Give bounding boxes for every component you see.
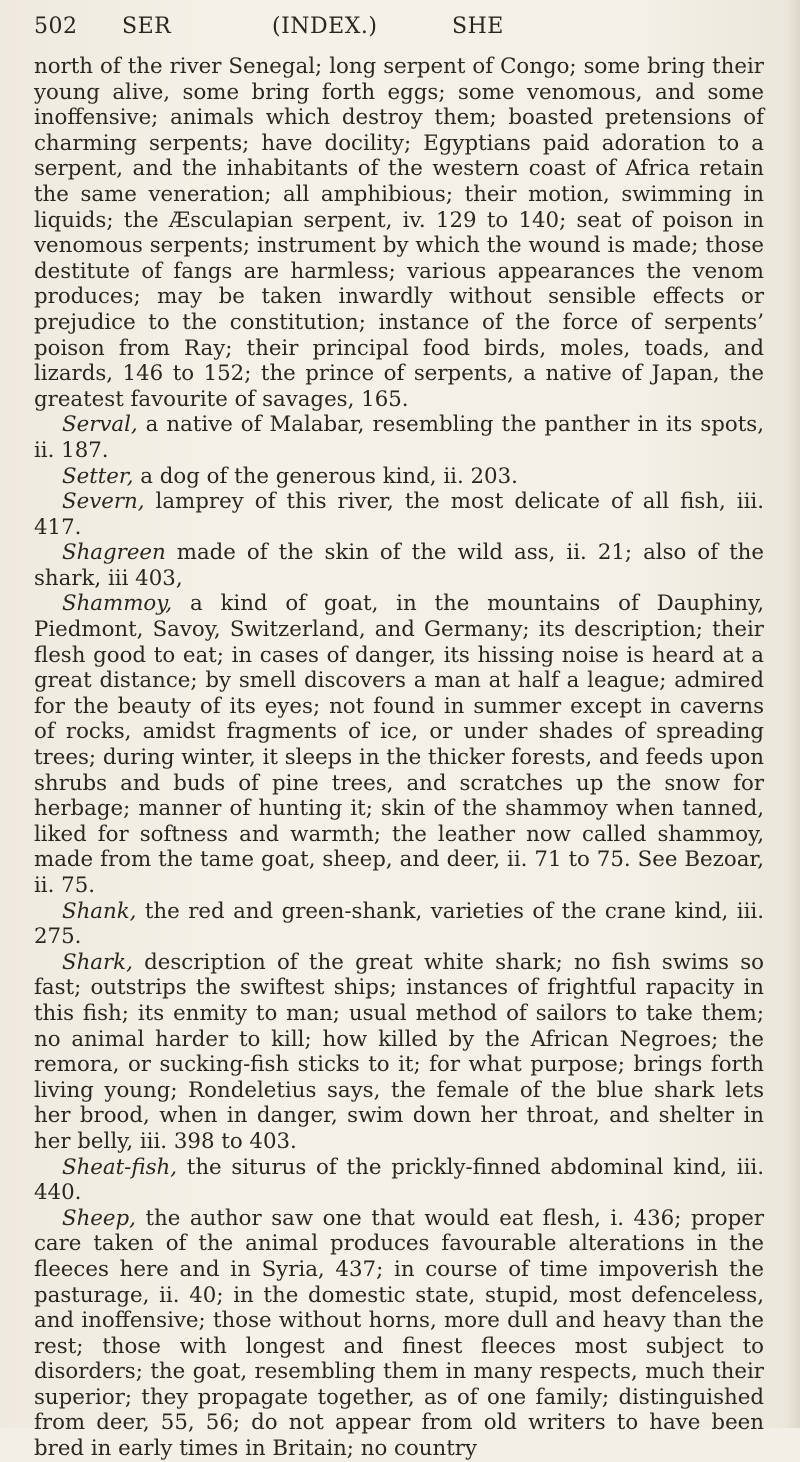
entry-text: the red and green-shank, varieties of the crane kind, iii. 275.	[34, 898, 764, 950]
entry-text: lamprey of this river, the most delicate of all fish, iii. 417.	[34, 489, 764, 540]
page-edge-shadow	[786, 0, 800, 1428]
entry-text: north of the river Senegal; long serpent of Congo; some bring their young alive, some bring forth eggs; some venomous, and some inoffensive; animals which destroy them; boasted pretensions of charming serpents; have docility; Egyptians paid adoration to a serpent, and the inhabitants of the western coast of Africa retain the same veneration; all amphibious; their motion, swimming in liquids; the Æsculapian serpent, iv. 129 to 140; seat of poison in venomous serpents; instrument by which the wound is made; those destitute of fangs are harmless; various appearances the venom produces; may be taken inwardly without sensible effects or prejudice to the constitution; instance of the force of serpents’ poison from Ray; their principal food birds, moles, toads, and lizards, 146 to 152; the prince of serpents, a native of Japan, the greatest favourite of savages, 165.	[34, 54, 764, 412]
entry-term: Shark,	[62, 949, 133, 975]
entry-term: Sheep,	[62, 1205, 136, 1231]
entry-text: the author saw one that would eat flesh, i. 436; proper care taken of the animal produces favourable alterations in the fleeces here and in Syria, 437; in course of time impoverish the pasturage, ii. 40; in the domestic state, stupid, most defenceless, and inoffensive; those without horns, more dull and heavy than the rest; those with longest and finest fleeces most subject to disorders; the goat, resembling them in many respects, much their superior; they propagate together, as of one family; distinguished from deer, 55, 56; do not appear from old writers to have been bred in early times in Britain; no country	[34, 1205, 764, 1462]
index-entry	[34, 1206, 764, 1462]
entry-text: description of the great white shark; no fish swims so fast; outstrips the swiftest ships; instances of frightful rapacity in this fish; its enmity to man; usual method of sailors to take them; no animal harder to kill; how killed by the African Negroes; the remora, or sucking-fish sticks to it; for what purpose; brings forth living young; Rondeletius says, the female of the blue shark lets her brood, when in danger, swim down her throat, and shelter in her belly, iii. 398 to 403.	[34, 949, 764, 1154]
entry-term: Sheat-fish,	[62, 1154, 177, 1180]
entry-term: Severn,	[62, 489, 145, 515]
entry-text: made of the skin of the wild ass, ii. 21; also of the shark, iii 403,	[34, 540, 764, 591]
index-entry	[34, 464, 764, 490]
index-entry	[34, 540, 764, 591]
entry-text: a native of Malabar, resembling the panther in its spots, ii. 187.	[34, 412, 764, 463]
entry-term: Shank,	[62, 898, 137, 924]
index-entry	[34, 489, 764, 540]
index-entry	[34, 1155, 764, 1206]
index-entry	[34, 412, 764, 463]
entry-term: Shagreen	[62, 540, 166, 566]
index-entry	[34, 54, 764, 412]
left-guide-word: SER	[122, 14, 172, 39]
entry-term: Serval,	[62, 412, 138, 438]
section-title: (INDEX.)	[272, 14, 378, 39]
entry-text: a kind of goat, in the mountains of Dauphiny, Piedmont, Savoy, Switzerland, and Germany; its description; their flesh good to eat; in cases of danger, its hissing noise is heard at a great distance; by smell discovers a man at half a league; admired for the beauty of its eyes; not found in summer except in caverns of rocks, amidst fragments of ice, or under shades of spreading trees; during winter, it sleeps in the thicker forests, and feeds upon shrubs and buds of pine trees, and scratches up the snow for herbage; manner of hunting it; skin of the shammoy when tanned, liked for softness and warmth; the leather now called shammoy, made from the tame goat, sheep, and deer, ii. 71 to 75. See Bezoar, ii. 75.	[34, 591, 764, 898]
index-text	[34, 54, 764, 1462]
running-header	[34, 14, 764, 48]
entry-text: the siturus of the prickly-finned abdominal kind, iii. 440.	[34, 1154, 764, 1206]
entry-term: Setter,	[62, 463, 134, 489]
index-entry	[34, 591, 764, 898]
entry-term: Shammoy,	[62, 591, 173, 617]
entry-text: a dog of the generous kind, ii. 203.	[133, 463, 518, 489]
index-entry	[34, 950, 764, 1155]
page-number: 502	[34, 14, 78, 39]
right-guide-word: SHE	[452, 14, 504, 39]
index-entry	[34, 899, 764, 950]
